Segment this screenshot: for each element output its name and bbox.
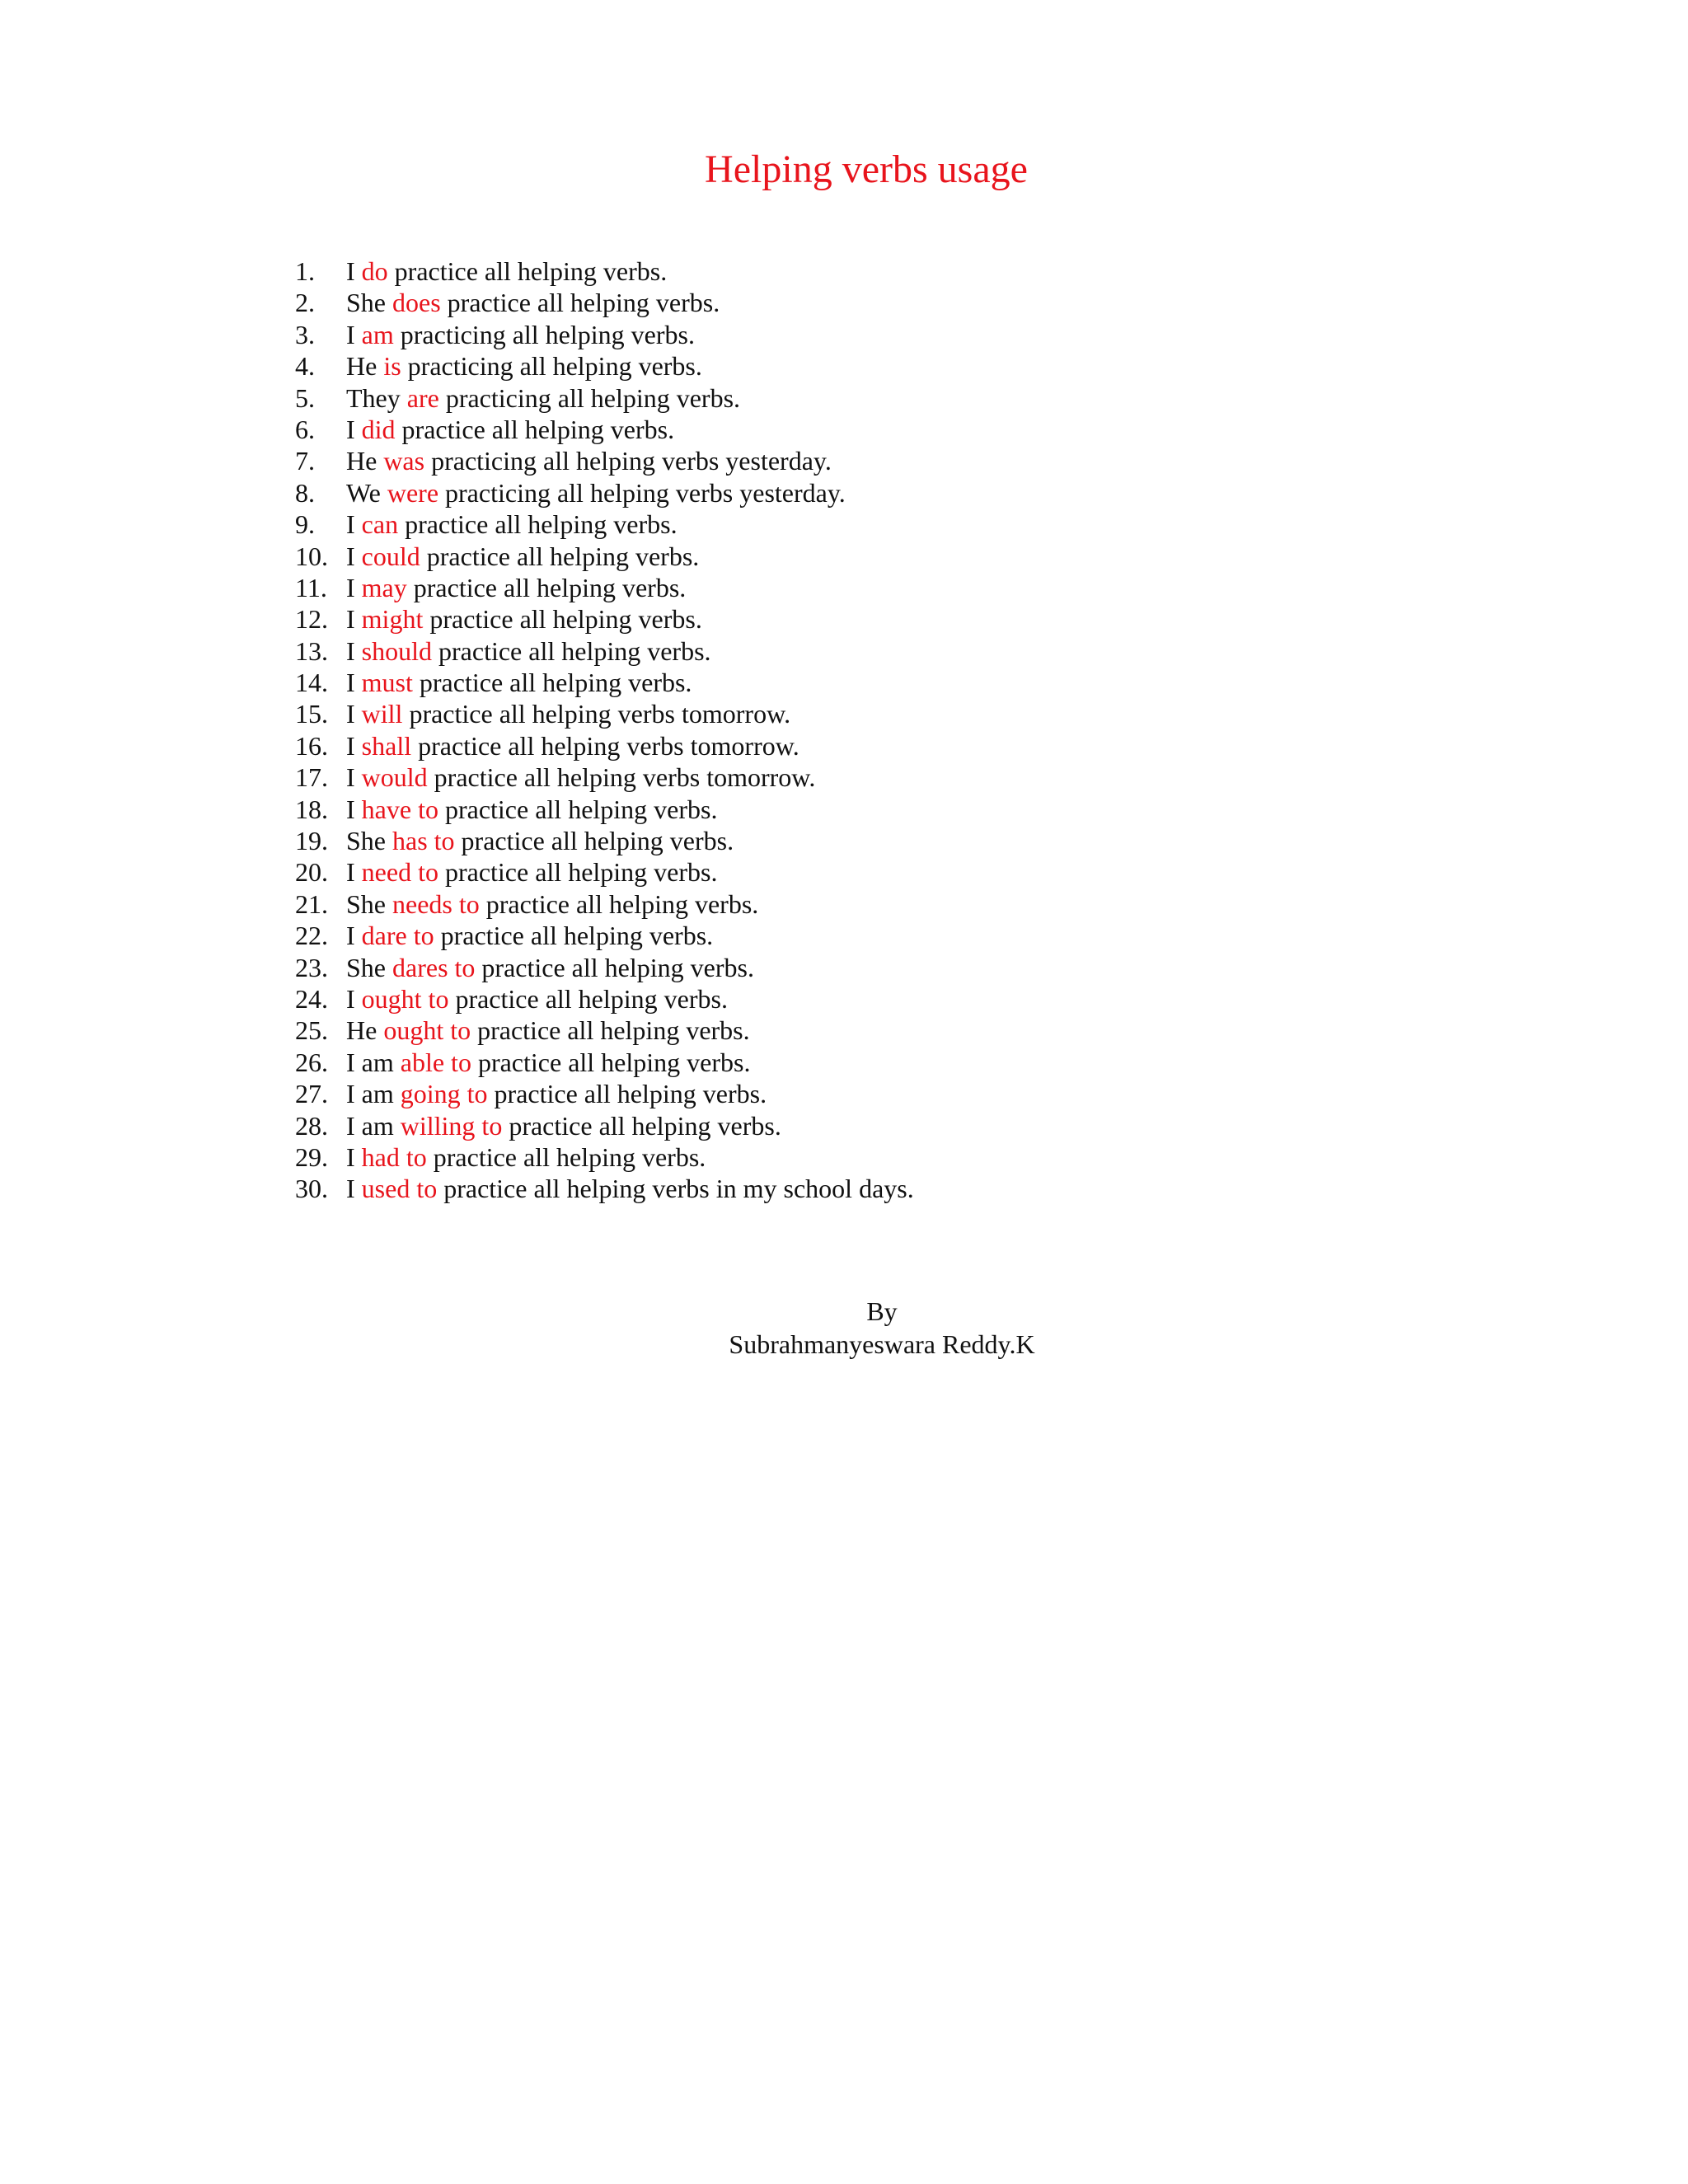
helping-verb: did (361, 414, 396, 444)
item-number: 20. (295, 857, 328, 888)
sentence-subject: I (346, 319, 362, 349)
helping-verb: used to (361, 1174, 438, 1204)
sentence-rest: practice all helping verbs. (471, 1047, 751, 1077)
sentence-rest: practicing all helping verbs. (393, 319, 695, 349)
sentence-subject: I (346, 921, 362, 951)
sentence-subject: I am (346, 1079, 401, 1109)
list-item (295, 920, 914, 951)
sentence-subject: They (346, 382, 407, 413)
helping-verb: dare to (361, 921, 434, 951)
byline-author: Subrahmanyeswara Reddy.K (729, 1329, 1035, 1359)
sentence-rest: practice all helping verbs. (502, 1110, 781, 1141)
item-sentence (346, 762, 815, 793)
list-item (295, 856, 914, 888)
sentence-subject: I (346, 541, 362, 571)
sentence-rest: practice all helping verbs tomorrow. (411, 730, 799, 761)
helping-verb: shall (361, 730, 412, 761)
list-item (295, 667, 914, 698)
helping-verb: could (361, 541, 420, 571)
sentence-rest: practice all helping verbs. (438, 857, 718, 888)
item-number: 6. (295, 414, 315, 444)
sentence-rest: practice all helping verbs. (475, 952, 754, 982)
sentence-rest: practice all helping verbs. (387, 256, 668, 286)
item-sentence (346, 1047, 750, 1078)
helping-verb: ought to (361, 983, 449, 1014)
sentence-subject: She (346, 288, 392, 318)
item-number: 23. (295, 952, 328, 982)
sentence-subject: I (346, 509, 362, 540)
sentence-rest: practice all helping verbs. (395, 414, 675, 444)
item-number: 2. (295, 288, 315, 318)
sentence-rest: practice all helping verbs. (426, 1141, 706, 1172)
helping-verb: needs to (392, 888, 480, 919)
item-sentence (346, 1141, 706, 1173)
sentence-subject: I (346, 699, 362, 729)
item-sentence (346, 287, 720, 318)
item-sentence (346, 603, 702, 635)
sentence-rest: practicing all helping verbs. (438, 382, 741, 413)
list-item (295, 983, 914, 1015)
helping-verb: do (361, 256, 388, 286)
sentence-subject: I (346, 604, 362, 635)
list-item (295, 541, 914, 572)
list-item (295, 572, 914, 603)
item-number: 28. (295, 1110, 328, 1141)
item-number: 5. (295, 382, 315, 413)
item-number: 4. (295, 351, 315, 382)
item-sentence (346, 382, 740, 414)
sentence-subject: I (346, 1141, 362, 1172)
list-item (295, 698, 914, 729)
item-sentence (346, 888, 758, 920)
item-number: 3. (295, 319, 315, 349)
helping-verb: dares to (392, 952, 476, 982)
helping-verb: have to (361, 794, 438, 824)
list-item (295, 730, 914, 762)
item-sentence (346, 1110, 781, 1141)
sentence-subject: We (346, 477, 387, 508)
helping-verb: would (361, 762, 428, 793)
item-sentence (346, 1173, 914, 1204)
item-number: 24. (295, 983, 328, 1014)
helping-verb: are (406, 382, 439, 413)
sentence-rest: practice all helping verbs. (448, 983, 728, 1014)
list-item (295, 952, 914, 983)
sentence-rest: practice all helping verbs. (406, 572, 687, 602)
item-sentence (346, 572, 686, 603)
helping-verb: ought to (383, 1015, 471, 1046)
sentence-rest: practicing all helping verbs yesterday. (438, 477, 846, 508)
item-sentence (346, 445, 832, 476)
list-item (295, 635, 914, 667)
item-number: 30. (295, 1174, 328, 1204)
item-number: 7. (295, 446, 315, 476)
item-sentence (346, 794, 717, 825)
list-item (295, 1141, 914, 1173)
page-title: Helping verbs usage (705, 148, 1028, 191)
item-sentence (346, 1078, 767, 1109)
sentence-subject: I (346, 668, 362, 698)
item-sentence (346, 350, 702, 382)
sentence-rest: practice all helping verbs. (398, 509, 678, 540)
item-number: 22. (295, 921, 328, 951)
helping-verb: might (361, 604, 424, 635)
item-number: 18. (295, 794, 328, 824)
list-item (295, 825, 914, 856)
list-item (295, 287, 914, 318)
item-number: 25. (295, 1015, 328, 1046)
list-item (295, 1173, 914, 1204)
helping-verb: must (361, 668, 413, 698)
item-sentence (346, 255, 667, 287)
sentence-subject: I (346, 983, 362, 1014)
helping-verb: will (361, 699, 403, 729)
item-sentence (346, 667, 692, 698)
list-item (295, 794, 914, 825)
sentence-subject: She (346, 826, 392, 856)
sentence-rest: practicing all helping verbs. (401, 351, 702, 382)
item-number: 1. (295, 256, 315, 286)
sentence-rest: practice all helping verbs tomorrow. (402, 699, 791, 729)
list-item (295, 255, 914, 287)
item-sentence (346, 698, 790, 729)
item-sentence (346, 635, 711, 667)
helping-verb: has to (392, 826, 455, 856)
sentence-rest: practice all helping verbs. (420, 541, 700, 571)
item-sentence (346, 1015, 750, 1046)
sentence-subject: I (346, 256, 362, 286)
item-number: 13. (295, 635, 328, 666)
sentence-subject: She (346, 952, 392, 982)
item-number: 17. (295, 762, 328, 793)
sentence-rest: practice all helping verbs. (440, 288, 720, 318)
sentence-subject: I am (346, 1047, 401, 1077)
helping-verb: can (361, 509, 399, 540)
helping-verb: had to (361, 1141, 427, 1172)
list-item (295, 1015, 914, 1046)
helping-verb: need to (361, 857, 438, 888)
helping-verb: going to (400, 1079, 488, 1109)
item-sentence (346, 319, 695, 350)
sentence-subject: I (346, 635, 362, 666)
sentence-rest: practice all helping verbs. (454, 826, 734, 856)
list-item (295, 603, 914, 635)
sentence-rest: practice all helping verbs. (479, 888, 759, 919)
item-number: 15. (295, 699, 328, 729)
sentence-rest: practice all helping verbs. (438, 794, 718, 824)
helping-verb: should (361, 635, 432, 666)
sentence-subject: I (346, 762, 362, 793)
item-number: 10. (295, 541, 328, 571)
sentence-subject: I (346, 857, 362, 888)
helping-verb: am (361, 319, 394, 349)
list-item (295, 509, 914, 540)
item-sentence (346, 856, 717, 888)
sentence-subject: I am (346, 1110, 401, 1141)
helping-verb: is (383, 351, 401, 382)
sentence-rest: practice all helping verbs in my school days. (437, 1174, 914, 1204)
sentence-list (295, 255, 914, 1205)
item-sentence (346, 825, 734, 856)
item-number: 9. (295, 509, 315, 540)
sentence-subject: He (346, 1015, 384, 1046)
helping-verb: willing to (400, 1110, 503, 1141)
sentence-subject: I (346, 572, 362, 602)
list-item (295, 1078, 914, 1109)
list-item (295, 1047, 914, 1078)
sentence-rest: practice all helping verbs. (471, 1015, 750, 1046)
sentence-rest: practicing all helping verbs yesterday. (424, 446, 832, 476)
item-number: 8. (295, 477, 315, 508)
item-number: 11. (295, 572, 327, 602)
helping-verb: was (383, 446, 425, 476)
helping-verb: may (361, 572, 407, 602)
item-sentence (346, 541, 699, 572)
item-sentence (346, 920, 713, 951)
item-sentence (346, 952, 754, 983)
item-number: 12. (295, 604, 328, 635)
list-item (295, 888, 914, 920)
item-sentence (346, 730, 799, 762)
sentence-rest: practice all helping verbs. (423, 604, 702, 635)
item-number: 14. (295, 668, 328, 698)
item-number: 27. (295, 1079, 328, 1109)
helping-verb: does (392, 288, 441, 318)
item-number: 19. (295, 826, 328, 856)
list-item (295, 319, 914, 350)
item-sentence (346, 414, 674, 445)
sentence-subject: She (346, 888, 392, 919)
sentence-rest: practice all helping verbs tomorrow. (427, 762, 816, 793)
item-number: 26. (295, 1047, 328, 1077)
sentence-subject: I (346, 414, 362, 444)
list-item (295, 762, 914, 793)
author-block (0, 1295, 1688, 1361)
item-sentence (346, 509, 678, 540)
helping-verb: able to (400, 1047, 471, 1077)
item-number: 21. (295, 888, 328, 919)
list-item (295, 445, 914, 476)
list-item (295, 350, 914, 382)
byline-by: By (866, 1296, 898, 1326)
sentence-rest: practice all helping verbs. (487, 1079, 767, 1109)
item-sentence (346, 477, 846, 509)
sentence-subject: I (346, 730, 362, 761)
item-number: 29. (295, 1141, 328, 1172)
item-sentence (346, 983, 728, 1015)
sentence-subject: I (346, 794, 362, 824)
sentence-rest: practice all helping verbs. (434, 921, 714, 951)
list-item (295, 477, 914, 509)
list-item (295, 1110, 914, 1141)
sentence-subject: He (346, 351, 384, 382)
sentence-rest: practice all helping verbs. (432, 635, 711, 666)
list-item (295, 414, 914, 445)
helping-verb: were (387, 477, 439, 508)
item-number: 16. (295, 730, 328, 761)
sentence-rest: practice all helping verbs. (412, 668, 692, 698)
sentence-subject: I (346, 1174, 362, 1204)
list-item (295, 382, 914, 414)
sentence-subject: He (346, 446, 384, 476)
